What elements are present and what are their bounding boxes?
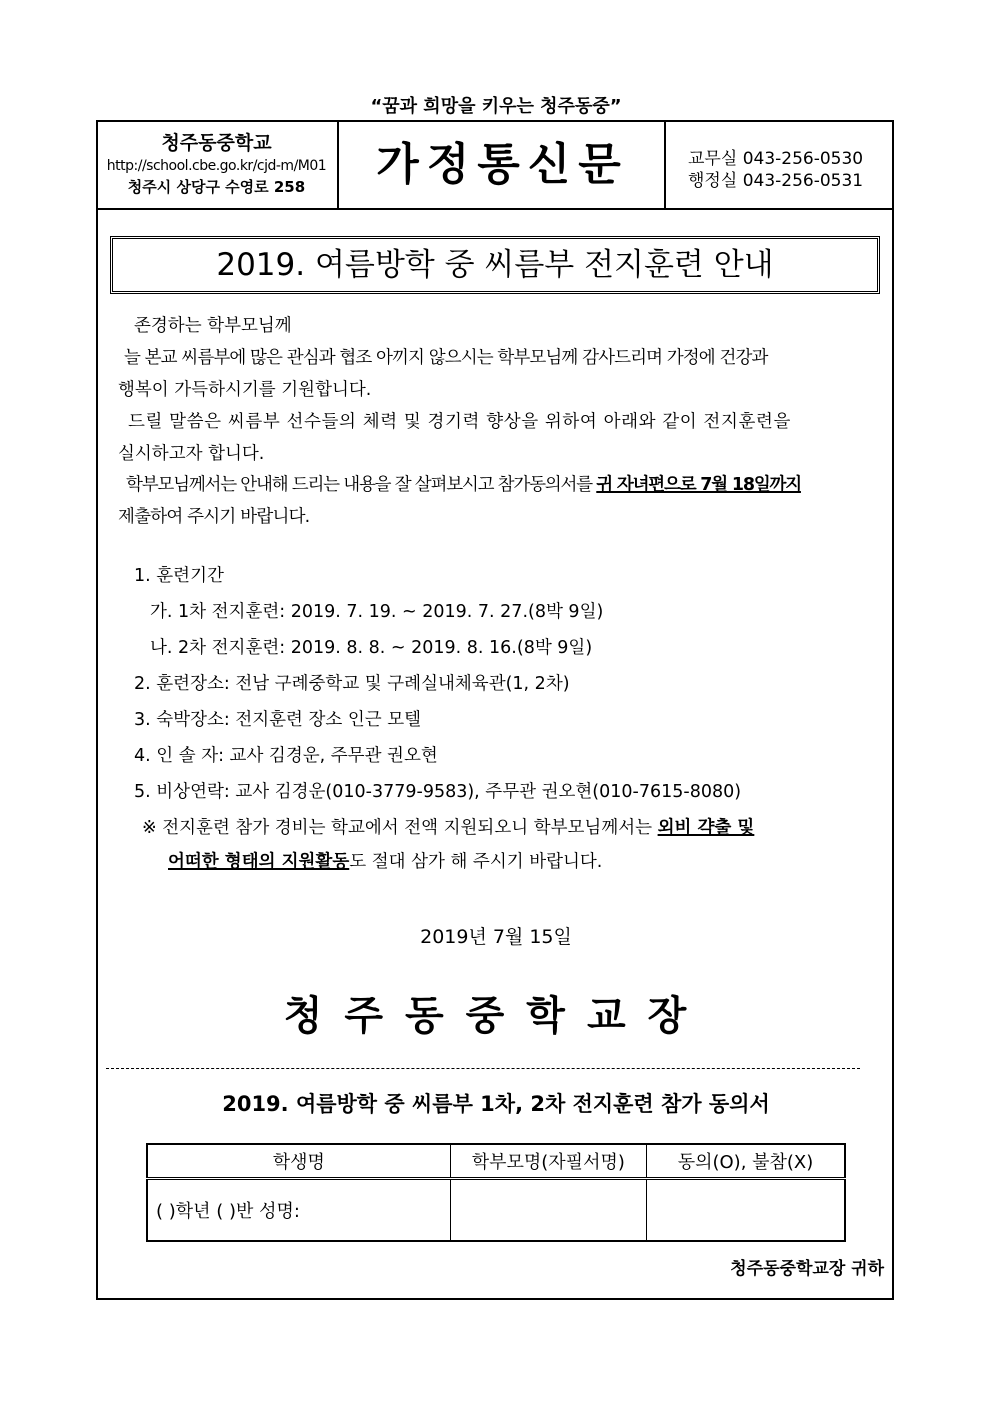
school-name: 청주동중학교 <box>161 132 272 154</box>
note-prefix: ※ 전지훈련 참가 경비는 학교에서 전액 지원되오니 학부모님께서는 <box>142 818 658 838</box>
paragraph-1-cont: 행복이 가득하시기를 기원합니다. <box>118 380 372 400</box>
contact-admin <box>688 166 863 191</box>
paragraph-3-text: 학부모님께서는 안내해 드리는 내용을 잘 살펴보시고 참가동의서를 <box>126 475 597 495</box>
item-period: 1. 훈련기간 <box>134 566 224 586</box>
col-student: 학생명 <box>147 1144 450 1179</box>
paragraph-2: 드릴 말씀은 씨름부 선수들의 체력 및 경기력 향상을 위하여 아래와 같이 전지훈련을 <box>128 412 791 432</box>
deadline-emphasis: 귀 자녀편으로 7월 18일까지 <box>596 475 801 495</box>
paragraph-3 <box>126 471 801 496</box>
contact-label: 행정실 <box>688 171 738 191</box>
greeting: 존경하는 학부모님께 <box>134 316 292 336</box>
item-location: 2. 훈련장소: 전남 구례중학교 및 구례실내체육관(1, 2차) <box>134 674 570 694</box>
note-line-1 <box>142 814 754 839</box>
contact-label: 교무실 <box>688 149 738 169</box>
consent-table-header <box>147 1144 845 1179</box>
school-info <box>96 120 339 210</box>
school-url[interactable]: http://school.cbe.go.kr/cjd-m/M01 <box>106 158 327 174</box>
notice-title: 2019. 여름방학 중 씨름부 전지훈련 안내 <box>110 236 880 294</box>
form-title: 2019. 여름방학 중 씨름부 1차, 2차 전지훈련 참가 동의서 <box>222 1092 770 1116</box>
item-period-2: 나. 2차 전지훈련: 2019. 8. 8. ~ 2019. 8. 16.(8박 9일) <box>150 638 593 658</box>
student-field[interactable]: ( )학년 ( )반 성명: <box>147 1179 450 1242</box>
cut-line <box>106 1068 860 1069</box>
item-emergency: 5. 비상연락: 교사 김경운(010-3779-9583), 주무관 권오현(010-7615-8080) <box>134 782 742 802</box>
school-address: 청주시 상당구 수영로 258 <box>127 178 306 196</box>
motto: “꿈과 희망을 키우는 청주동중” <box>370 96 622 117</box>
consent-table <box>146 1143 846 1242</box>
issue-date: 2019년 7월 15일 <box>420 926 572 948</box>
paragraph-1: 늘 본교 씨름부에 많은 관심과 협조 아끼지 않으시는 학부모님께 감사드리며 가정에 건강과 <box>124 348 768 368</box>
consent-table-row <box>147 1179 845 1242</box>
item-leaders: 4. 인 솔 자: 교사 김경운, 주무관 권오현 <box>134 746 438 766</box>
note-emphasis-2: 어떠한 형태의 지원활동 <box>168 852 350 872</box>
col-consent: 동의(O), 불참(X) <box>647 1144 845 1179</box>
contact-phone: 043-256-0530 <box>742 149 864 169</box>
principal-signature: 청주동중학교장 <box>283 993 709 1039</box>
consent-field[interactable] <box>647 1179 845 1242</box>
note-suffix: 도 절대 삼가 해 주시기 바랍니다. <box>349 852 603 872</box>
note-line-2 <box>168 848 602 873</box>
contact-phone: 043-256-0531 <box>742 171 864 191</box>
paragraph-3-cont: 제출하여 주시기 바랍니다. <box>118 507 310 527</box>
col-parent: 학부모명(자필서명) <box>450 1144 646 1179</box>
item-lodging: 3. 숙박장소: 전지훈련 장소 인근 모텔 <box>134 710 422 730</box>
note-emphasis-1: 외비 갹출 및 <box>657 818 755 838</box>
paper-title: 가정통신문 <box>376 139 629 190</box>
item-period-1: 가. 1차 전지훈련: 2019. 7. 19. ~ 2019. 7. 27.(8박 9일) <box>150 602 604 622</box>
addressee: 청주동중학교장 귀하 <box>730 1259 884 1279</box>
parent-signature-field[interactable] <box>450 1179 646 1242</box>
paragraph-2-cont: 실시하고자 합니다. <box>118 444 265 464</box>
